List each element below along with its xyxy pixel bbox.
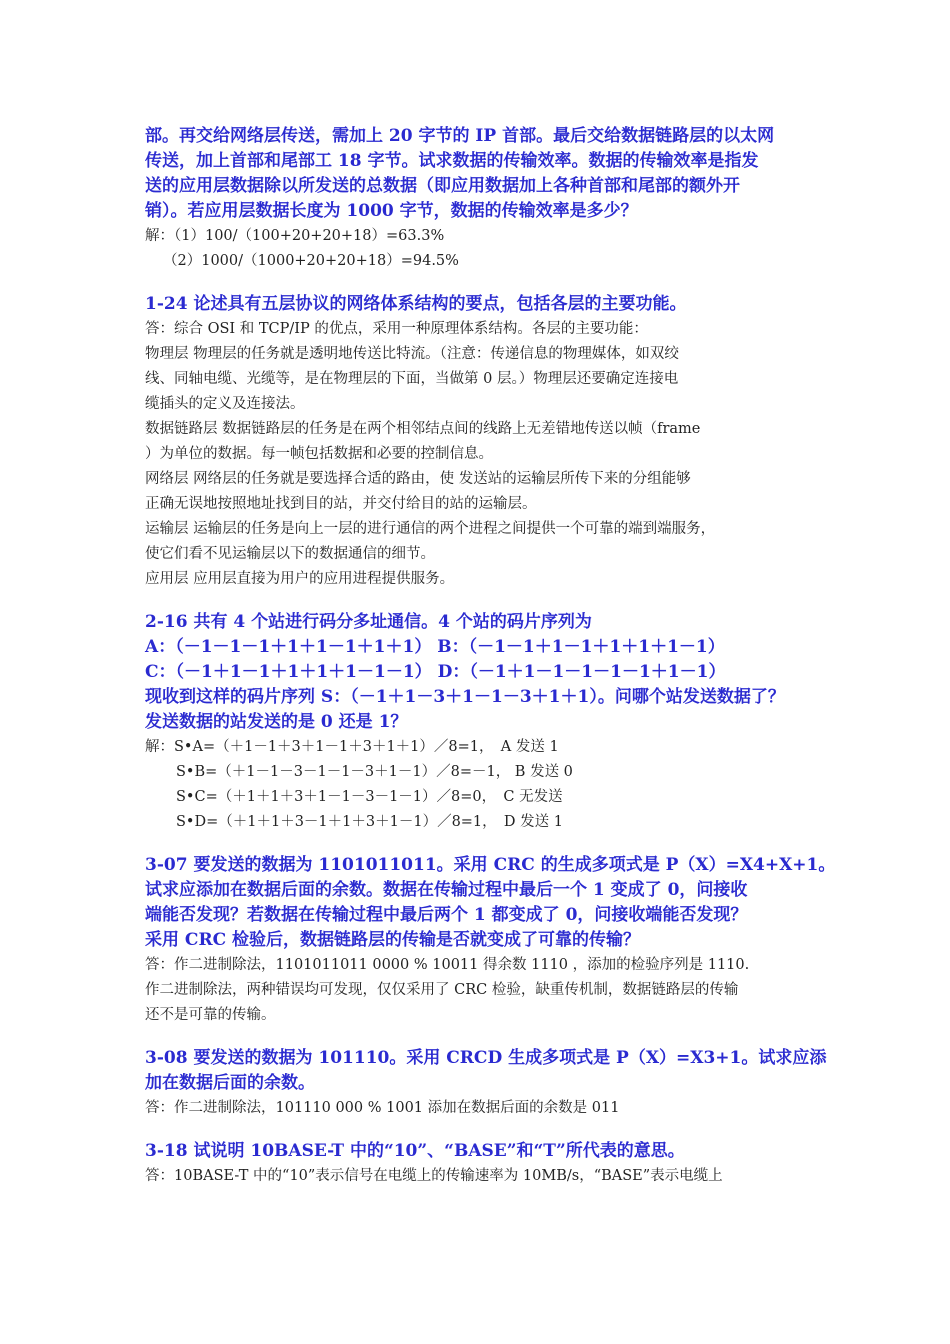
answer-line: 答：作二进制除法，1101011011 0000 % 10011 得余数 1110 ，添加的检验序列是 1110. [145, 957, 750, 973]
question-text-line: 发送数据的站发送的是 0 还是 1？ [145, 712, 408, 732]
answer-line: 线、同轴电缆、光缆等，是在物理层的下面，当做第 0 层。）物理层还要确定连接电 [145, 371, 679, 387]
question-1-23 [145, 124, 825, 274]
question-text-line: 部。再交给网络层传送，需加上 20 字节的 IP 首部。最后交给数据链路层的以太网 [145, 126, 775, 146]
question-3-08 [145, 1046, 825, 1121]
question-3-18 [145, 1139, 825, 1189]
question-text-line: 传送，加上首部和尾部工 18 字节。试求数据的传输效率。数据的传输效率是指发 [145, 151, 759, 171]
answer-line: 正确无误地按照地址找到目的站，并交付给目的站的运输层。 [145, 496, 537, 512]
question-text-line: 加在数据后面的余数。 [145, 1073, 315, 1093]
answer-line: 网络层 网络层的任务就是要选择合适的路由，使 发送站的运输层所传下来的分组能够 [145, 471, 691, 487]
question-text-line: 试求应添加在数据后面的余数。数据在传输过程中最后一个 1 变成了 0，问接收 [145, 880, 748, 900]
question-text-line: A：（－1－1－1＋1＋1－1＋1＋1） B：（－1－1＋1－1＋1＋1＋1－1） [145, 637, 725, 657]
answer-line: 答：10BASE-T 中的“10”表示信号在电缆上的传输速率为 10MB/s，“BASE”表示电缆上 [145, 1168, 723, 1184]
document-content [145, 124, 836, 1189]
question-2-16 [145, 610, 825, 835]
question-text-line: 现收到这样的码片序列 S：（－1＋1－3＋1－1－3＋1＋1）。问哪个站发送数据了？ [145, 687, 785, 707]
answer-line: ）为单位的数据。每一帧包括数据和必要的控制信息。 [145, 446, 493, 462]
question-text-line: 2-16 共有 4 个站进行码分多址通信。4 个站的码片序列为 [145, 612, 592, 632]
answer-line: 物理层 物理层的任务就是透明地传送比特流。（注意：传递信息的物理媒体，如双绞 [145, 346, 679, 362]
question-text-line: 送的应用层数据除以所发送的总数据（即应用数据加上各种首部和尾部的额外开 [145, 176, 740, 196]
question-title: 1-24 论述具有五层协议的网络体系结构的要点，包括各层的主要功能。 [145, 294, 687, 314]
answer-line: 解：S•A=（＋1－1＋3＋1－1＋3＋1＋1）／8=1， A 发送 1 [145, 739, 559, 755]
answer-line: 运输层 运输层的任务是向上一层的进行通信的两个进程之间提供一个可靠的端到端服务， [145, 521, 716, 537]
question-text-line: 3-07 要发送的数据为 1101011011。采用 CRC 的生成多项式是 P（X）=X4+X+1。 [145, 855, 836, 875]
answer-line: 数据链路层 数据链路层的任务是在两个相邻结点间的线路上无差错地传送以帧（frame [145, 421, 701, 437]
answer-line: 作二进制除法，两种错误均可发现，仅仅采用了 CRC 检验，缺重传机制，数据链路层的传输 [145, 982, 739, 998]
question-text-line: 端能否发现？若数据在传输过程中最后两个 1 都变成了 0，问接收端能否发现？ [145, 905, 748, 925]
answer-line: 还不是可靠的传输。 [145, 1007, 276, 1023]
answer-line: 使它们看不见运输层以下的数据通信的细节。 [145, 546, 435, 562]
question-1-24 [145, 292, 825, 592]
question-title: 3-18 试说明 10BASE-T 中的“10”、“BASE”和“T”所代表的意思。 [145, 1141, 685, 1161]
answer-line: 答：作二进制除法，101110 000 % 1001 添加在数据后面的余数是 011 [145, 1100, 620, 1116]
answer-line: 答：综合 OSI 和 TCP/IP 的优点，采用一种原理体系结构。各层的主要功能： [145, 321, 648, 337]
question-text-line: 采用 CRC 检验后，数据链路层的传输是否就变成了可靠的传输？ [145, 930, 641, 950]
question-text-line: 3-08 要发送的数据为 101110。采用 CRCD 生成多项式是 P（X）=X3+1。试求应添 [145, 1048, 827, 1068]
answer-line: 应用层 应用层直接为用户的应用进程提供服务。 [145, 571, 455, 587]
answer-line: S•D=（＋1＋1＋3－1＋1＋3＋1－1）／8=1， D 发送 1 [176, 814, 563, 830]
question-text-line: 销）。若应用层数据长度为 1000 字节，数据的传输效率是多少？ [145, 201, 638, 221]
answer-line: 解：（1）100/（100+20+20+18）=63.3% [145, 228, 445, 244]
answer-line: 缆插头的定义及连接法。 [145, 396, 305, 412]
question-3-07 [145, 853, 836, 1028]
answer-line: S•C=（＋1＋1＋3＋1－1－3－1－1）／8=0， C 无发送 [176, 789, 563, 805]
answer-line: （2）1000/（1000+20+20+18）=94.5% [163, 253, 459, 269]
answer-line: S•B=（＋1－1－3－1－1－3＋1－1）／8=－1， B 发送 0 [176, 764, 573, 780]
question-text-line: C：（－1＋1－1＋1＋1＋1－1－1） D：（－1＋1－1－1－1－1＋1－1） [145, 662, 726, 682]
